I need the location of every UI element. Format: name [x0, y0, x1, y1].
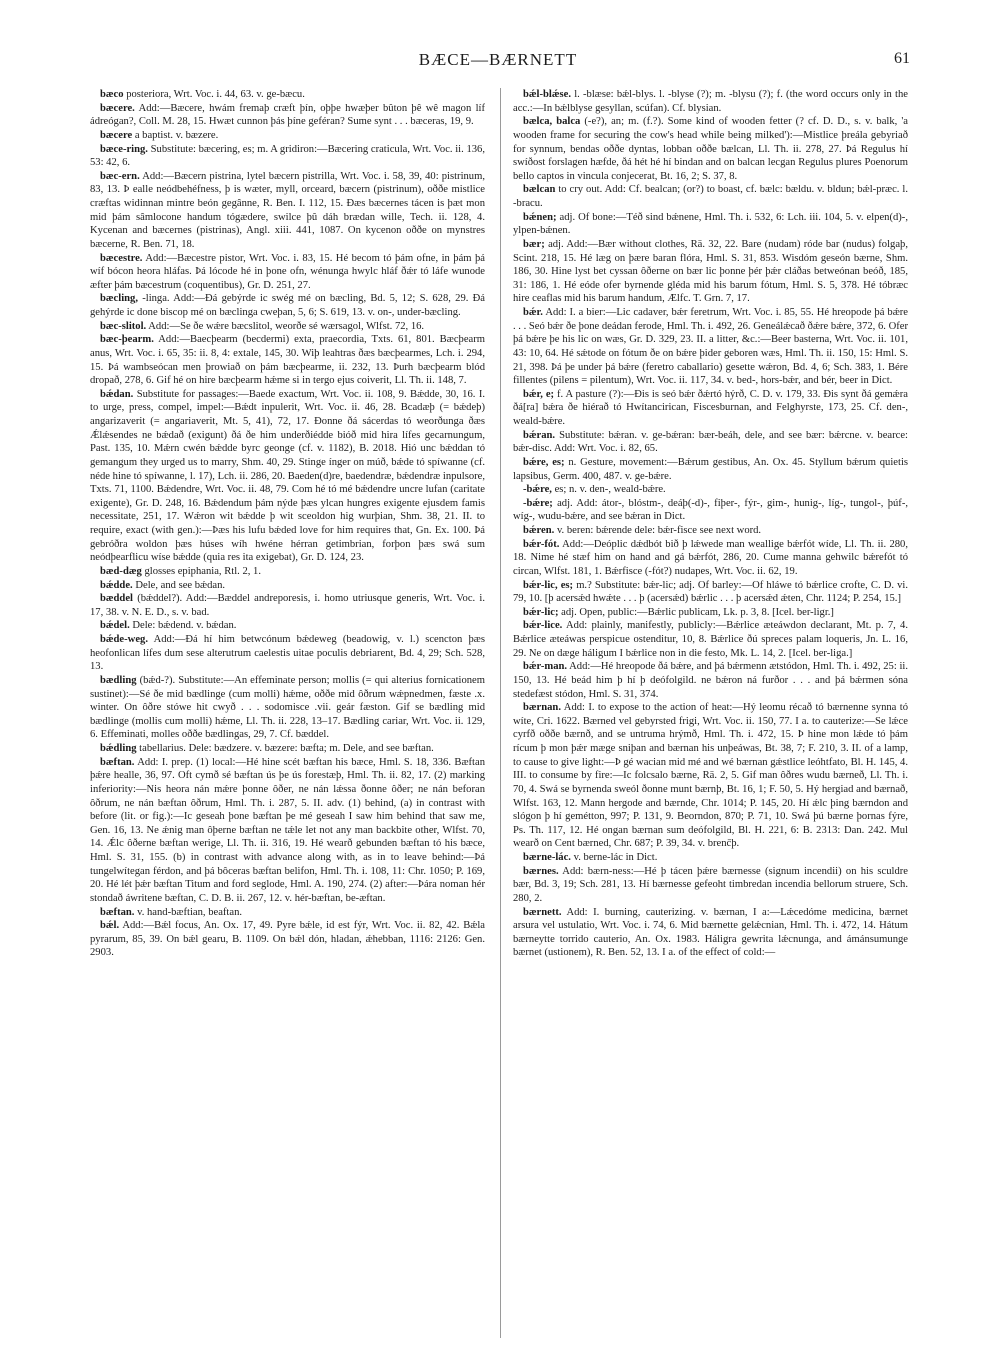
right-column — [513, 88, 908, 1338]
page-header — [88, 50, 908, 76]
dictionary-entry — [90, 565, 485, 579]
entry-headword: bæcere — [100, 129, 133, 141]
dictionary-entry — [513, 238, 908, 306]
entry-headword: bæcere. — [100, 102, 135, 114]
entry-text: -linga. Add:—Ðá gebýrde ic swég mé on bæcling, Bd. 5, 12; S. 628, 29. Ðá gehýrde ic done biscop mé on bæclinga cweþan, 5, 6; S. 619, 13. v. on-, under-bæcling. — [90, 293, 485, 318]
entry-headword: bǽre, es; — [523, 456, 565, 468]
entry-text: (-e?), an; m. (f.?). Some kind of wooden fetter (? cf. D. D., s. v. balk, 'a wooden frame for securing the cow's head while being milked'):—Mistlice þreála gebyriað for synnum, bendas oððe dyntas, lobban oððe bælcan, Ll. Th. ii. 278, 27. Þá Regulus hí swíðost forslagen hæfde, ðá hét hé hí bindan and on balcan lecgan Regulus plures Poenorum bello captos in vincula conjecerat, Bt. 16, 2; S. 37, 8. — [513, 116, 908, 182]
entry-text: Add:—Baecþearm (becdermi) exta, praecordia, Txts. 61, 801. Bæcþearm anus, Wrt. Voc. i. 65, 35: ii. 8, 4: extale, 145, 30. Wiþ leahtras ðæs bæcþearmes, Lch. i. 294, 15. Þá wambseócan men þrowiað on þám bæcþearme, ii. 232, 13. Þurh bæcþearm blód dropað, 278, 6. Gif hé on hire bæcþearm hǽme si in tergo ejus coiverit, Ll. Th. ii. 148, 7. — [90, 334, 485, 387]
dictionary-entry — [90, 170, 485, 252]
dictionary-entry — [90, 320, 485, 334]
entry-headword: bærnan. — [523, 702, 561, 714]
entry-text: Add:—Bæcern pistrina, lytel bæcern pistrilla, Wrt. Voc. i. 58, 39, 40: pistrinum, 83, 13. Þ ealle neódbehéfness, þ is wæter, myll, orceard, bæcern (pistrinum), oððe mistlice cræftas widinnan mintre beón gegânne, R. Ben. I. 112, 15. Ðæs bæcernes tácen is þæt mon mid þám sâmlocone handum tógædere, swilce þû dáh brædan wille, Tech. ii. 128, 4. Kycenan and bæcernes (pistrinas), Angl. xiii. 441, 1087. On kycenon oððe on mynstres bæcerne, R. Ben. 71, 18. — [90, 170, 485, 250]
dictionary-entry — [90, 102, 485, 129]
entry-headword: bǽdan. — [100, 388, 134, 400]
dictionary-entry — [513, 701, 908, 851]
entry-headword: bǽr-lice. — [523, 620, 563, 632]
entry-text: adj. Of bone:—Téð sind bǽnene, Hml. Th. i. 532, 6: Lch. iii. 104, 5. v. elpen(d)-, ylpen-bǽnen. — [513, 211, 908, 237]
dictionary-entry — [90, 619, 485, 633]
dictionary-entry — [90, 129, 485, 143]
entry-text: to cry out. Add: Cf. bealcan; (or?) to boast, cf. bælc: bældu. v. bldun; bǽl-præc. l. -bracu. — [513, 184, 908, 209]
entry-headword: bǽren. — [523, 525, 555, 536]
dictionary-entry — [513, 88, 908, 115]
dictionary-entry — [513, 456, 908, 483]
dictionary-entry — [513, 429, 908, 456]
dictionary-entry — [90, 333, 485, 388]
entry-headword: bæc-þearm. — [100, 334, 154, 346]
entry-headword: bærnett. — [523, 906, 562, 918]
entry-text: n. Gesture, movement:—Bǽrum gestibus, An. Ox. 45. Styllum bǽrum quietis lapsibus, Germ. 400, 487. v. ge-bǽre. — [513, 456, 908, 482]
entry-headword: bǽr. — [523, 307, 543, 318]
entry-headword: bæce-ring. — [100, 143, 148, 155]
dictionary-entry — [513, 183, 908, 210]
entry-text: Add: plainly, manifestly, publicly:—Bǽrlice æteáwdon declarant, Mt. p. 7, 4. Bǽrlice æteáwas perspicue ostenditur, 10, 8. Bǽrlice ðú spreces palam loqueris, Jn. L. 16, 29. Ne on dæge háligum I bǽrlice non in die festo, Mk. L. 14, 2. [Icel. ber-liga.] — [513, 620, 908, 659]
entry-headword: bǽnen; — [523, 211, 557, 223]
dictionary-entry — [90, 292, 485, 319]
entry-text: Add: I. prep. (1) local:—Hé hine scét bæftan his bæce, Hml. S. 18, 336. Bæftan þǽre healle, 36, 97. Oft cymð sé bæftan ús þe ús forestæþ, Hml. Th. ii. 82, 17. (2) marking inferiority:—Nis heora nán mǽre þonne ôðer, ne nán lǽssa ðonne ôðer; ne nán beforan ôðrum, ne nán bæftan ôðrum, Hml. Th. i. 287, 5. II. adv. (1) behind, (a) in contrast with before (lit. or fig.):—Ic geseah þone bæftan þe mé geseah I saw him behind that saw me, Gen. 16, 13. Ne ǽnig man ôþerne bæftan ne tǽle let not any man backbite other, Wlfst. 70, 14. Ǽlc ôðerne bæftan werige, Ll. Th. ii. 316, 19. Hé wearð gebunden bæftan tó his bæce, Hml. S. 31, 155. (b) in contrast with advance along with, as in to leave behind:—Þá tungelwítegan férdon, and þá bôceras bæftan belifon, Hml. Th. i. 108, 11: Chr. 1050; P. 169, 20. Hé lét þǽr bæftan Titum and ford seglode, Hml. A. 190, 274. (2) after:—Þára noman hér stondað áwritene bæftan, C. D. B. ii. 267, 12. v. hér-bæftan, be-æftan. — [90, 756, 485, 904]
entry-headword: bǽr-fót. — [523, 538, 560, 550]
entry-text: Add:—Hé hreopode ðá bǽre, and þá bǽrmenn ætstódon, Hml. Th. i. 492, 25: ii. 150, 13. Hé beád him þ hí þ deófolgild. ne bǽron ná furðor . . . and þá bǽrmen sóna stedefæst stódon, Hml. S. 31, 374. — [513, 661, 908, 700]
column-divider — [500, 88, 501, 1338]
entry-headword: bǽr-lic, es; — [523, 579, 574, 591]
dictionary-entry — [513, 538, 908, 579]
dictionary-entry — [513, 115, 908, 183]
entry-text: Add: I. a bier:—Lic cadaver, bǽr feretrum, Wrt. Voc. i. 85, 55. Hé hreopode þá bǽre . . . Seó bǽr ðe þone deádan ferode, Hml. Th. i. 492, 26. Geneálǽcað ðǽre bǽre, 372, 6. Ofer þá bǽre þe his lic on wæs, Gr. D. 329, 23. II. a litter, &c.:—Beer basterna, Wrt. Voc. ii. 101, 43: 10, 64. Hé sǽtode on fótum ðe on bǽre þider geboren wæs, Hml. Th. ii. 150, 15: Hml. S. 21, 398. Þá þe under þá bǽre (feretro caballario) gesette wǽron, Bd. 4, 6; Sch. 383, 1. Bére fillentes (pilens = pilentum), Wrt. Voc. ii. 117, 34. v. bed-, hors-bǽr, and bér, beer in Dict. — [513, 307, 908, 387]
dictionary-entry — [513, 579, 908, 606]
entry-text: a baptist. v. bæzere. — [134, 129, 219, 141]
entry-headword: bǽl-blǽse. — [523, 89, 571, 100]
entry-text: v. beren: bǽrende dele: bǽr-fisce see next word. — [556, 525, 762, 536]
entry-text: adj. Add: átor-, blóstm-, deáþ(-d)-, fiþer-, fýr-, gim-, hunig-, líg-, tungol-, þúf-, wíg-, wudu-bǽre, and see bǽran in Dict. — [513, 497, 908, 523]
entry-headword: bær; — [523, 238, 545, 250]
entry-headword: bædling — [100, 674, 137, 686]
entry-headword: bǽr-man. — [523, 661, 568, 673]
dictionary-entry — [513, 524, 908, 538]
entry-headword: bǽl. — [100, 920, 120, 932]
dictionary-entry — [90, 756, 485, 906]
entry-headword: bærne-lác. — [523, 852, 571, 863]
entry-text: Add: I. to expose to the action of heat:—Hý leomu récað tó bærnenne synna tó wíte, Cri. 1622. Bærned vel gebyrsted frigi, Wrt. Voc. ii. 150, 77. I a. to cauterize:—Se lǽce cyrfð oððe bærnð, and se untruma hrýmð, Hml. Th. i. 472, 15. Þ hine mon lǽde tó þám rícum þ mon þǽr mæge sniþan and bærnan his unþeáwas, Bt. 38, 7; F. 210, 3. II. of a lamp, to cause to give light:—Þ gé wacian mid mé and wé bærnan gǽstlice leóhtfato, Bl. H. 145, 4. III. to consume by fire:—Ic folcsalo bærne, Rä. 2, 5. Gif man ôðres wudu bærneð, Ll. Th. i. 70, 4. Swá se byrnenda sweól ðonne munt bærnþ, Bt. 16, 1; F. 50, 5. Hý hergiad and bærnað, Wlfst. 163, 12. Mann hergode and bærnde, Chr. 1014; P. 145, 20. Hí ǽlc þing bærndon and slógon þ hí gemétton, 997; P. 131, 9. Beorndon, 870; P. 71, 10. Swá þú bærne þornas fýre, Ps. Th. 117, 12. Hé ongan bærnan sum deófolgild, Bl. H. 221, 6: B. 2313: Dan. 242. Mul wearð on Cent bærned, Chr. 687; P. 39, 34. v. brenc̄þ. — [513, 702, 908, 850]
dictionary-entry — [90, 742, 485, 756]
entry-text: es; n. v. den-, weald-bǽre. — [554, 484, 666, 496]
dictionary-entry — [90, 906, 485, 920]
entry-headword: bǽdel. — [100, 620, 130, 632]
entry-text: v. hand-bæftian, beaftan. — [137, 906, 243, 918]
dictionary-entry — [513, 906, 908, 961]
dictionary-entry — [513, 306, 908, 388]
left-column — [90, 88, 485, 1338]
entry-text: Substitute: bæcering, es; m. A gridiron:—Bæcering craticula, Wrt. Voc. ii. 136, 53: 42, 6. — [90, 143, 485, 169]
dictionary-entry — [513, 211, 908, 238]
entry-headword: bæcling, — [100, 293, 138, 305]
dictionary-entry — [90, 919, 485, 960]
dictionary-entry — [90, 592, 485, 619]
entry-headword: bæftan. — [100, 906, 135, 918]
dictionary-entry — [90, 143, 485, 170]
entry-headword: bæd-dæg — [100, 565, 142, 577]
entry-headword: bæddel — [100, 593, 133, 605]
dictionary-entry — [90, 388, 485, 565]
page-number: 61 — [894, 50, 910, 67]
entry-headword: bǽr, e; — [523, 388, 555, 400]
entry-text: (bǽddel?). Add:—Bæddel andreporesis, i. homo utriusque generis, Wrt. Voc. i. 17, 38. v. N. E. D., s. v. bad. — [90, 593, 485, 618]
entry-text: posteriora, Wrt. Voc. i. 44, 63. v. ge-bæcu. — [126, 89, 305, 100]
dictionary-entry — [513, 660, 908, 701]
entry-headword: bælca, balca — [523, 116, 581, 128]
dictionary-entry — [513, 483, 908, 497]
dictionary-entry — [90, 674, 485, 742]
entry-headword: bæc-slitol. — [100, 320, 147, 332]
entry-text: Substitute: bǽran. v. ge-bǽran: bær-beáh, dele, and see bær: bǽrcne. v. bearce: bǽr-disc. Add: Wrt. Voc. i. 82, 65. — [513, 429, 908, 455]
entry-text: l. -blæse: bǽl-blys. l. -blyse (?); m. -blysu (?); f. (the word occurs only in the acc.:—In bǽlblyse gesyllan, scúfan). Cf. blysian. — [513, 89, 908, 114]
entry-headword: bǽran. — [523, 429, 556, 441]
dictionary-entry — [90, 88, 485, 102]
entry-text: f. A pasture (?):—Ðis is seó bǽr ðǽrtó hýrð, C. D. v. 179, 33. Ðis synt ðá gemǽra ðá[ra] bǽra ðe hiérað tó Hwítancirican, Fiscesburnan, and Felghyrste, 173, 25. Cf. den-, weald-bǽre. — [513, 388, 908, 427]
entry-headword: bæftan. — [100, 756, 135, 768]
dictionary-entry — [90, 633, 485, 674]
entry-headword: -bǽre, — [523, 484, 552, 496]
entry-text: Dele: bǽdend. v. bǽdan. — [132, 620, 237, 632]
entry-text: tabellarius. Dele: bædzere. v. bæzere: bæfta; m. Dele, and see bæftan. — [139, 743, 434, 754]
dictionary-entry — [513, 606, 908, 620]
entry-headword: bærnes. — [523, 865, 559, 877]
entry-text: v. berne-lác in Dict. — [573, 852, 658, 863]
dictionary-entry — [90, 252, 485, 293]
entry-text: Add: I. burning, cauterizing. v. bærnan, I a:—Lǽcedóme medicina, bærnet arsura vel ustulatio, Wrt. Voc. i. 74, 6. Mid bærnette gelǽcnian, Hml. Th. i. 472, 14. Hátum bærneytte torrido cauterio, An. Ox. 1983. Háligra gewrita lǽcnunga, and ámánsumunge bærnet (ustionem), R. Ben. 52, 13. I a. of the effect of cold:— — [513, 906, 908, 959]
entry-text: glosses epiphania, Rtl. 2, 1. — [144, 565, 261, 577]
entry-headword: bǽde-weg. — [100, 634, 148, 645]
dictionary-entry — [513, 865, 908, 906]
dictionary-entry — [513, 497, 908, 524]
entry-text: Substitute for passages:—Baede exactum, Wrt. Voc. ii. 108, 9. Bǽdde, 30, 16. I. to urge, press, compel, impel:—Bǽdt inpulerit, Wrt. Voc. ii. 46, 28. Bcadæþ (= bǽdeþ) angarizaverit (= angariaverit, Mt. 5, 41), 72, 17. Ðonne ðá sácerdas tó weorðunga ðæs Ǽlǽsendes ne bǽdað (exigunt) ðá ðe him underðiédde bióð mid hira lífes gecarnungum, Past. 135, 10. Mǽrn cwén bǽdde byrc geonge (cf. v. 1182), B. 2018. Hió unc bǽddan tó gemangum they urged us to marry, Shm. 40, 29. Stinge ínger on múð, bǽde tó spíwanne (cf. néde hine tó spíwanne, l. 17), Lch. ii. 286, 20. Baeden(d)re, baedendræ, bǽdendræ inpulsore, Txts. 71, 1100. Bǽdendre, Wrt. Voc. ii. 48, 79. Com hé tó mé bǽdendre uncre lufan (caritate exigente), Gr. D. 248, 16. Bǽdendum þám nýde þæs ylcan hungres exigente ejusdem famis necessitate, 251, 17. Wǽron wit bǽdde þ wit sceoldon hig wurþian, Shm. 38, 21. II. to require, exact (with gen.):—Þæs his lufu bǽded love for him requires that, Gn. Ex. 100. Þá gebróðra woldon þæs húses wíh hwéne hérran getimbrian, forþon þæs swá sum neódþearflicu wíse bǽdde (quia res ita exigebat), Gr. D. 124, 23. — [90, 388, 485, 564]
dictionary-entry — [513, 619, 908, 660]
entry-text: m.? Substitute: bǽr-lic; adj. Of barley:—Of hláwe tó bǽrlice crofte, C. D. vi. 79, 10. [þ acersǽd hwǽte . . . þ (acersǽd) bǽrlic . . . þ acersǽd ǽten, Chr. 1124; P. 254, 15.] — [513, 579, 908, 605]
entry-text: Add: bærn-ness:—Hé þ tácen þǽre bærnesse (signum incendii) on his sculdre bær, Bd. 3, 19; Sch. 281, 13. Hí bærnesse gefeoht timbredan incendia bellorum struere, Sch. 280, 2. — [513, 865, 908, 904]
entry-headword: bæco — [100, 89, 124, 100]
entry-headword: bæc-ern. — [100, 170, 140, 182]
entry-headword: -bǽre; — [523, 497, 553, 509]
dictionary-entry — [513, 851, 908, 865]
dictionary-entry — [513, 388, 908, 429]
entry-text: Dele, and see bǽdan. — [135, 579, 226, 591]
entry-headword: bǽr-lic; — [523, 606, 559, 618]
dictionary-entry — [90, 579, 485, 593]
entry-text: Add:—Deóplic dǽdbót bið þ lǽwede man weallige bǽrfót wíde, Ll. Th. ii. 280, 18. Nime hé stæf him on hand and gá bǽrfót, 286, 20. Cume manna gehwilc bǽrefót tó circan, Wlfst. 181, 1. Bǽrfisce (-fót?) nudapes, Wrt. Voc. ii. 62, 19. — [513, 538, 908, 577]
entry-headword: bælcan — [523, 184, 556, 196]
entry-headword: bǽdling — [100, 743, 137, 754]
entry-text: Add:—Ðá hí him betwcónum bǽdeweg (beadowig, v. l.) scencton þæs heofonlican lífes dum sese alterutrum caelestis uitae poculis debriarent, Bd. 4, 29; Sch. 528, 13. — [90, 634, 485, 673]
entry-headword: bǽdde. — [100, 579, 133, 591]
entry-text: Add:—Se ðe wǽre bæcslitol, weorðe sé wærsagol, Wlfst. 72, 16. — [148, 320, 425, 332]
entry-text: Add:—Bæcestre pistor, Wrt. Voc. i. 83, 15. Hé becom tó þám ofne, in þám þá wíf bócon heora hláfas. Þá lócode hé in þone ofn, wénunga hwylc hláf ðǽr tó láfe wunode æfter þám bæcestrum (coquentibus), Gr. D. 251, 27. — [90, 252, 485, 291]
running-title: BÆCE—BÆRNETT — [418, 50, 578, 69]
entry-text: adj. Open, public:—Bǽrlic publicam, Lk. p. 3, 8. [Icel. ber-ligr.] — [561, 606, 834, 618]
entry-text: Add:—Bæcere, hwám fremaþ cræft þín, oþþe hwæþer bûton þê wê magon líf ádreógan?, Coll. M. 28, 15. Hwæt cunnon þás þíne geféran? Sume synt . . . bæceras, 19, 9. — [90, 102, 485, 128]
entry-text: adj. Add:—Bær without clothes, Rä. 32, 22. Bare (nudam) róde bar (nudus) folgaþ, Scint. 218, 15. Hé læg on þære baran flóra, Hml. S. 31, 853. Wisdóm geseón bærne, Shm. 186, 30. Hine lyst bet cyssan ôðerne on bær lic þonne þér þǽr cláðas betweónan beóð, 185, 31: 186, 1. Hé eóde ofer byrnende gléda mid his barum fótum, Hml. S. 5, 378. Hé tóbræc hire ceaflas mid his barum handum, Ælfc. T. Grn. 7, 17. — [513, 238, 908, 305]
entry-text: Add:—Bǽl focus, An. Ox. 17, 49. Pyre bǽle, id est fýr, Wrt. Voc. ii. 82, 42. Bǽla pyrarum, 85, 39. On bǽl gearu, B. 1109. On bǽl dón, hladan, ǽhebban, 1116: 2126: Gen. 2903. — [90, 920, 485, 959]
entry-headword: bæcestre. — [100, 252, 143, 264]
entry-text: (bǽd-?). Substitute:—An effeminate person; mollis (= qui alterius fornicationem sustinet):—Sé ðe mid bædlinge (cum molli) hǽme, oððe mid ôðrum wǽpnedmen, fæste .x. winter. On ôðre stówe hit cwyð . . . sodomisce .vii. geár fæston. Gif se bædling mid bædlinge (mollis cum molli) hǽme, Ll. Th. ii. 228, 13–17. Bædling cariar, Wrt. Voc. ii. 129, 6. Effeminati, molles oððe bædlingas, 29, 7. Cf. bæddel. — [90, 674, 485, 741]
